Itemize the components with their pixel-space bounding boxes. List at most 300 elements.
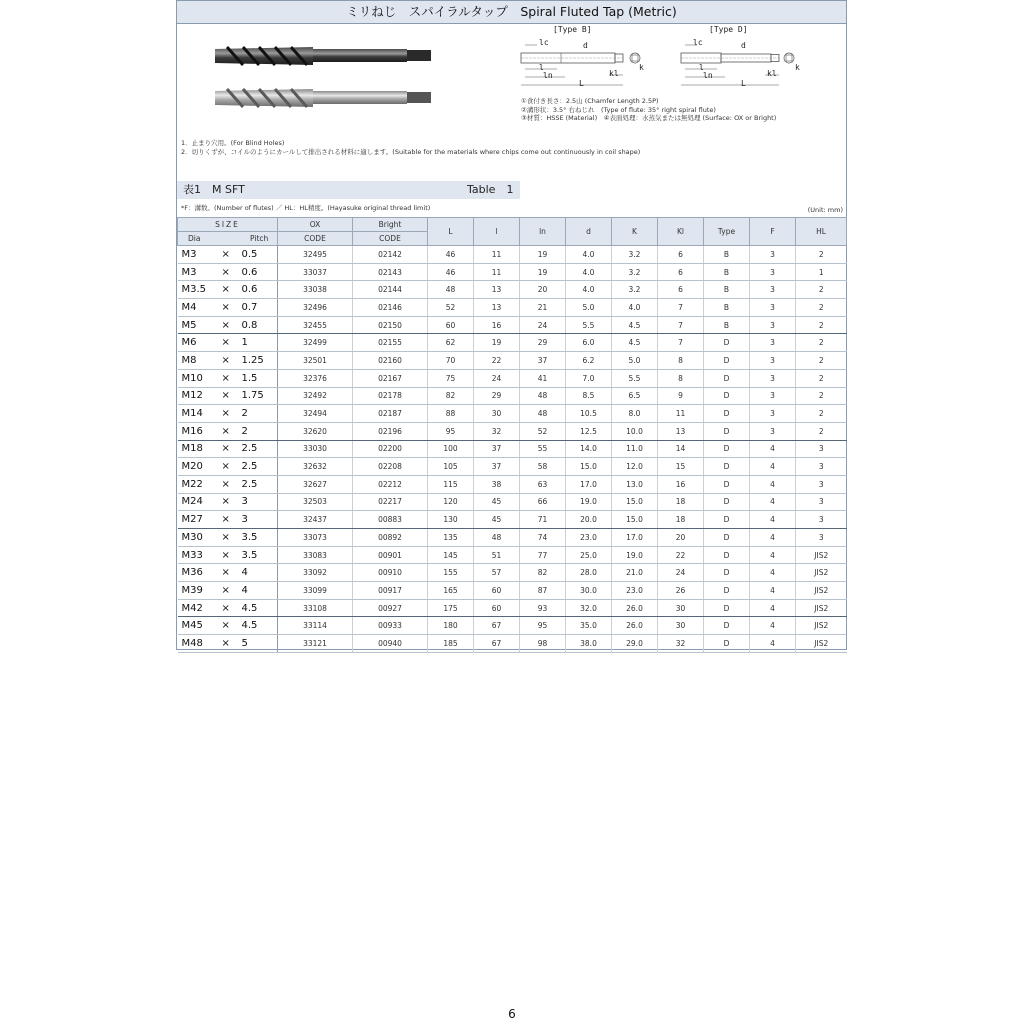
cell-type: D [704, 440, 750, 458]
cell-ln: 77 [520, 546, 566, 564]
pitch-value: 1 [241, 337, 248, 349]
cell-ox: 32376 [278, 369, 353, 387]
pitch-value: 3.5 [241, 549, 258, 561]
table-row [178, 352, 847, 370]
cell-K: 5.5 [612, 369, 658, 387]
cell-F: 3 [750, 263, 796, 281]
dia-value: M3 [181, 248, 197, 260]
cell-F: 3 [750, 352, 796, 370]
times-sign: × [221, 390, 230, 402]
times-sign: × [221, 496, 230, 508]
size-cell [178, 546, 278, 564]
pitch-value: 1.75 [241, 390, 264, 402]
cell-bright: 00892 [353, 529, 428, 547]
dim-ln: ln [543, 71, 553, 80]
cell-K: 29.0 [612, 635, 658, 653]
dim-l: l [699, 63, 704, 72]
cell-L: 70 [428, 352, 474, 370]
cell-ox: 32632 [278, 458, 353, 476]
cell-type: D [704, 635, 750, 653]
cell-L: 75 [428, 369, 474, 387]
size-cell [178, 493, 278, 511]
pitch-value: 4 [241, 567, 248, 579]
dia-value: M45 [181, 620, 203, 632]
remark-item: 1．止まり穴用。(For Blind Holes) [181, 139, 285, 147]
cell-ln: 19 [520, 263, 566, 281]
pitch-value: 3 [241, 514, 248, 526]
cell-d: 4.0 [566, 263, 612, 281]
header-F: F [750, 218, 796, 246]
table-row [178, 546, 847, 564]
cell-Kl: 9 [658, 387, 704, 405]
tap-outline-drawing [677, 25, 827, 95]
pitch-value: 0.5 [241, 248, 258, 260]
table-row [178, 529, 847, 547]
pitch-value: 2 [241, 408, 248, 420]
cell-F: 3 [750, 369, 796, 387]
cell-F: 3 [750, 299, 796, 317]
cell-K: 4.5 [612, 316, 658, 334]
cell-d: 10.5 [566, 405, 612, 423]
header-l: l [474, 218, 520, 246]
cell-type: D [704, 352, 750, 370]
spec-table-body [178, 246, 847, 653]
pitch-value: 5 [241, 637, 248, 649]
catalog-sheet [176, 0, 847, 650]
tap-image-bright [213, 83, 435, 115]
size-cell [178, 475, 278, 493]
cell-F: 4 [750, 635, 796, 653]
cell-Kl: 11 [658, 405, 704, 423]
cell-L: 60 [428, 316, 474, 334]
cell-ln: 21 [520, 299, 566, 317]
size-cell [178, 529, 278, 547]
cell-F: 4 [750, 564, 796, 582]
cell-bright: 00933 [353, 617, 428, 635]
cell-Kl: 13 [658, 422, 704, 440]
table-row [178, 369, 847, 387]
cell-type: D [704, 546, 750, 564]
cell-ox: 32501 [278, 352, 353, 370]
table-row [178, 422, 847, 440]
cell-Kl: 30 [658, 617, 704, 635]
cell-HL: 2 [796, 422, 847, 440]
cell-type: B [704, 316, 750, 334]
cell-L: 175 [428, 599, 474, 617]
cell-l: 13 [474, 281, 520, 299]
spec-note: ①食付き長さ：2.5山 (Chamfer Length 2.5P) [521, 97, 659, 105]
times-sign: × [221, 478, 230, 490]
table-row [178, 582, 847, 600]
table-title-bar [177, 181, 520, 199]
spec-table [177, 217, 847, 653]
cell-Kl: 7 [658, 299, 704, 317]
cell-l: 37 [474, 440, 520, 458]
cell-d: 32.0 [566, 599, 612, 617]
dia-value: M39 [181, 584, 203, 596]
size-cell [178, 617, 278, 635]
header-pitch: Pitch [250, 234, 269, 243]
table-row [178, 316, 847, 334]
cell-type: D [704, 529, 750, 547]
times-sign: × [221, 301, 230, 313]
table-row [178, 599, 847, 617]
times-sign: × [221, 266, 230, 278]
cell-ox: 32503 [278, 493, 353, 511]
cell-l: 32 [474, 422, 520, 440]
dim-lc: lc [539, 38, 549, 47]
cell-d: 20.0 [566, 511, 612, 529]
cell-bright: 02142 [353, 246, 428, 264]
cell-bright: 02208 [353, 458, 428, 476]
cell-bright: 02200 [353, 440, 428, 458]
dia-value: M4 [181, 301, 197, 313]
times-sign: × [221, 354, 230, 366]
pitch-value: 4.5 [241, 602, 258, 614]
table-row [178, 387, 847, 405]
cell-K: 4.0 [612, 299, 658, 317]
cell-ln: 71 [520, 511, 566, 529]
cell-type: D [704, 511, 750, 529]
cell-HL: 2 [796, 281, 847, 299]
dia-value: M18 [181, 443, 203, 455]
size-cell [178, 440, 278, 458]
times-sign: × [221, 637, 230, 649]
cell-ox: 33108 [278, 599, 353, 617]
cell-d: 7.0 [566, 369, 612, 387]
dim-l: l [539, 63, 544, 72]
dia-value: M12 [181, 390, 203, 402]
cell-ox: 33073 [278, 529, 353, 547]
dia-value: M14 [181, 408, 203, 420]
cell-ox: 32627 [278, 475, 353, 493]
dim-L: L [579, 79, 584, 88]
cell-ln: 48 [520, 387, 566, 405]
cell-l: 29 [474, 387, 520, 405]
cell-K: 8.0 [612, 405, 658, 423]
cell-L: 88 [428, 405, 474, 423]
cell-type: B [704, 281, 750, 299]
cell-ox: 32620 [278, 422, 353, 440]
header-ox: OX [278, 218, 353, 232]
cell-type: D [704, 475, 750, 493]
pitch-value: 0.6 [241, 284, 258, 296]
cell-L: 46 [428, 246, 474, 264]
header-dia-pitch [178, 232, 278, 246]
cell-l: 60 [474, 582, 520, 600]
cell-ln: 95 [520, 617, 566, 635]
cell-K: 15.0 [612, 511, 658, 529]
cell-ln: 66 [520, 493, 566, 511]
cell-Kl: 26 [658, 582, 704, 600]
dim-k: k [639, 63, 644, 72]
cell-l: 67 [474, 635, 520, 653]
size-cell [178, 369, 278, 387]
cell-Kl: 32 [658, 635, 704, 653]
times-sign: × [221, 567, 230, 579]
cell-F: 4 [750, 493, 796, 511]
cell-Kl: 24 [658, 564, 704, 582]
cell-ln: 37 [520, 352, 566, 370]
table-row [178, 299, 847, 317]
cell-d: 12.5 [566, 422, 612, 440]
pitch-value: 2.5 [241, 478, 258, 490]
cell-HL: JIS2 [796, 582, 847, 600]
spec-note: ②溝形状：3.5° 右ねじれ (Type of flute: 35° right spiral flute) [521, 105, 716, 114]
cell-K: 21.0 [612, 564, 658, 582]
cell-L: 46 [428, 263, 474, 281]
cell-L: 165 [428, 582, 474, 600]
cell-ln: 20 [520, 281, 566, 299]
cell-F: 4 [750, 511, 796, 529]
size-cell [178, 635, 278, 653]
dia-value: M3 [181, 266, 197, 278]
cell-type: D [704, 334, 750, 352]
size-cell [178, 422, 278, 440]
cell-ln: 52 [520, 422, 566, 440]
page-number: 6 [508, 1007, 516, 1021]
dia-value: M8 [181, 354, 197, 366]
dim-L: L [741, 79, 746, 88]
cell-L: 105 [428, 458, 474, 476]
cell-ln: 41 [520, 369, 566, 387]
cell-l: 57 [474, 564, 520, 582]
cell-K: 15.0 [612, 493, 658, 511]
header-ox-code: CODE [278, 232, 353, 246]
cell-d: 38.0 [566, 635, 612, 653]
cell-HL: JIS2 [796, 546, 847, 564]
remark-item: 2．切りくずが、コイルのようにカールして排出される材料に適します。(Suitable for the materials where chips come out continuously in coil shape) [181, 148, 641, 156]
dim-ln: ln [703, 71, 713, 80]
spec-notes [521, 97, 776, 123]
cell-K: 3.2 [612, 281, 658, 299]
table-row [178, 617, 847, 635]
unit-label: (Unit: mm) [807, 206, 843, 214]
table-row [178, 564, 847, 582]
cell-HL: 1 [796, 263, 847, 281]
cell-l: 22 [474, 352, 520, 370]
cell-HL: 2 [796, 334, 847, 352]
cell-bright: 00883 [353, 511, 428, 529]
cell-ox: 33114 [278, 617, 353, 635]
cell-d: 5.5 [566, 316, 612, 334]
cell-bright: 02155 [353, 334, 428, 352]
diagram-label: [Type D] [709, 25, 748, 34]
cell-HL: 2 [796, 387, 847, 405]
cell-Kl: 6 [658, 246, 704, 264]
cell-l: 45 [474, 511, 520, 529]
size-cell [178, 458, 278, 476]
table-title-en: Table 1 [467, 183, 514, 196]
cell-type: D [704, 458, 750, 476]
cell-HL: 2 [796, 246, 847, 264]
table-row [178, 635, 847, 653]
cell-d: 23.0 [566, 529, 612, 547]
cell-L: 180 [428, 617, 474, 635]
cell-HL: JIS2 [796, 617, 847, 635]
header-bright: Bright [353, 218, 428, 232]
cell-L: 95 [428, 422, 474, 440]
pitch-value: 3 [241, 496, 248, 508]
cell-HL: 3 [796, 493, 847, 511]
cell-ln: 63 [520, 475, 566, 493]
dia-value: M5 [181, 319, 197, 331]
cell-bright: 00910 [353, 564, 428, 582]
table-title-jp: 表1 M SFT [183, 183, 245, 196]
cell-l: 67 [474, 617, 520, 635]
cell-K: 4.5 [612, 334, 658, 352]
cell-Kl: 20 [658, 529, 704, 547]
cell-type: B [704, 263, 750, 281]
cell-F: 3 [750, 316, 796, 334]
cell-d: 19.0 [566, 493, 612, 511]
dim-kl: kl [767, 69, 777, 78]
cell-l: 30 [474, 405, 520, 423]
times-sign: × [221, 319, 230, 331]
remarks [181, 139, 640, 157]
dim-lc: lc [693, 38, 703, 47]
table-row [178, 511, 847, 529]
pitch-value: 4 [241, 584, 248, 596]
cell-type: D [704, 387, 750, 405]
cell-bright: 02146 [353, 299, 428, 317]
cell-Kl: 16 [658, 475, 704, 493]
cell-HL: 2 [796, 316, 847, 334]
cell-K: 10.0 [612, 422, 658, 440]
cell-L: 82 [428, 387, 474, 405]
cell-L: 135 [428, 529, 474, 547]
page-title: ミリねじ スパイラルタップ Spiral Fluted Tap (Metric) [177, 1, 846, 24]
size-cell [178, 405, 278, 423]
cell-l: 13 [474, 299, 520, 317]
cell-type: D [704, 422, 750, 440]
header-size-label: SIZE [215, 220, 240, 229]
cell-Kl: 14 [658, 440, 704, 458]
cell-Kl: 22 [658, 546, 704, 564]
table-row [178, 493, 847, 511]
cell-K: 26.0 [612, 599, 658, 617]
header-Kl: Kl [658, 218, 704, 246]
cell-Kl: 7 [658, 316, 704, 334]
pitch-value: 0.8 [241, 319, 258, 331]
cell-F: 4 [750, 617, 796, 635]
cell-K: 6.5 [612, 387, 658, 405]
pitch-value: 3.5 [241, 531, 258, 543]
header-type: Type [704, 218, 750, 246]
pitch-value: 2.5 [241, 461, 258, 473]
cell-type: B [704, 246, 750, 264]
cell-type: D [704, 493, 750, 511]
cell-ox: 33092 [278, 564, 353, 582]
cell-bright: 02150 [353, 316, 428, 334]
cell-d: 5.0 [566, 299, 612, 317]
dim-d: d [583, 41, 588, 50]
tap-image-ox [213, 41, 435, 73]
cell-K: 5.0 [612, 352, 658, 370]
cell-Kl: 7 [658, 334, 704, 352]
cell-K: 3.2 [612, 263, 658, 281]
cell-HL: 2 [796, 352, 847, 370]
header-HL: HL [796, 218, 847, 246]
cell-type: D [704, 599, 750, 617]
cell-ox: 33038 [278, 281, 353, 299]
cell-K: 12.0 [612, 458, 658, 476]
cell-F: 3 [750, 422, 796, 440]
cell-K: 3.2 [612, 246, 658, 264]
cell-L: 62 [428, 334, 474, 352]
header-ln: ln [520, 218, 566, 246]
cell-d: 14.0 [566, 440, 612, 458]
cell-Kl: 6 [658, 281, 704, 299]
times-sign: × [221, 461, 230, 473]
cell-d: 6.2 [566, 352, 612, 370]
cell-d: 35.0 [566, 617, 612, 635]
cell-bright: 02167 [353, 369, 428, 387]
cell-Kl: 15 [658, 458, 704, 476]
header-size [178, 218, 278, 232]
table-row [178, 440, 847, 458]
pitch-value: 0.6 [241, 266, 258, 278]
cell-d: 6.0 [566, 334, 612, 352]
table-legend: *F：溝数。(Number of flutes) ／ HL：HL精度。(Hayasuke original thread limit) [181, 204, 431, 212]
cell-type: D [704, 564, 750, 582]
cell-F: 4 [750, 529, 796, 547]
cell-F: 4 [750, 599, 796, 617]
cell-d: 25.0 [566, 546, 612, 564]
cell-L: 115 [428, 475, 474, 493]
cell-Kl: 8 [658, 369, 704, 387]
header-bright-code: CODE [353, 232, 428, 246]
cell-HL: JIS2 [796, 599, 847, 617]
dia-value: M3.5 [181, 284, 207, 296]
cell-type: D [704, 582, 750, 600]
diagram-type-b [517, 25, 667, 95]
dia-value: M33 [181, 549, 203, 561]
cell-K: 26.0 [612, 617, 658, 635]
cell-d: 30.0 [566, 582, 612, 600]
cell-Kl: 30 [658, 599, 704, 617]
cell-d: 28.0 [566, 564, 612, 582]
cell-F: 4 [750, 546, 796, 564]
cell-F: 3 [750, 246, 796, 264]
diagram-type-d [677, 25, 827, 95]
times-sign: × [221, 408, 230, 420]
times-sign: × [221, 284, 230, 296]
cell-l: 45 [474, 493, 520, 511]
times-sign: × [221, 337, 230, 349]
cell-bright: 02144 [353, 281, 428, 299]
cell-ln: 58 [520, 458, 566, 476]
cell-l: 16 [474, 316, 520, 334]
cell-HL: 3 [796, 511, 847, 529]
cell-bright: 00917 [353, 582, 428, 600]
times-sign: × [221, 531, 230, 543]
cell-bright: 02143 [353, 263, 428, 281]
cell-ln: 29 [520, 334, 566, 352]
cell-K: 17.0 [612, 529, 658, 547]
cell-F: 3 [750, 281, 796, 299]
table-row [178, 281, 847, 299]
dia-value: M10 [181, 372, 203, 384]
cell-d: 17.0 [566, 475, 612, 493]
times-sign: × [221, 248, 230, 260]
cell-l: 48 [474, 529, 520, 547]
cell-bright: 02178 [353, 387, 428, 405]
cell-bright: 00927 [353, 599, 428, 617]
table-row [178, 334, 847, 352]
cell-l: 37 [474, 458, 520, 476]
cell-ln: 74 [520, 529, 566, 547]
